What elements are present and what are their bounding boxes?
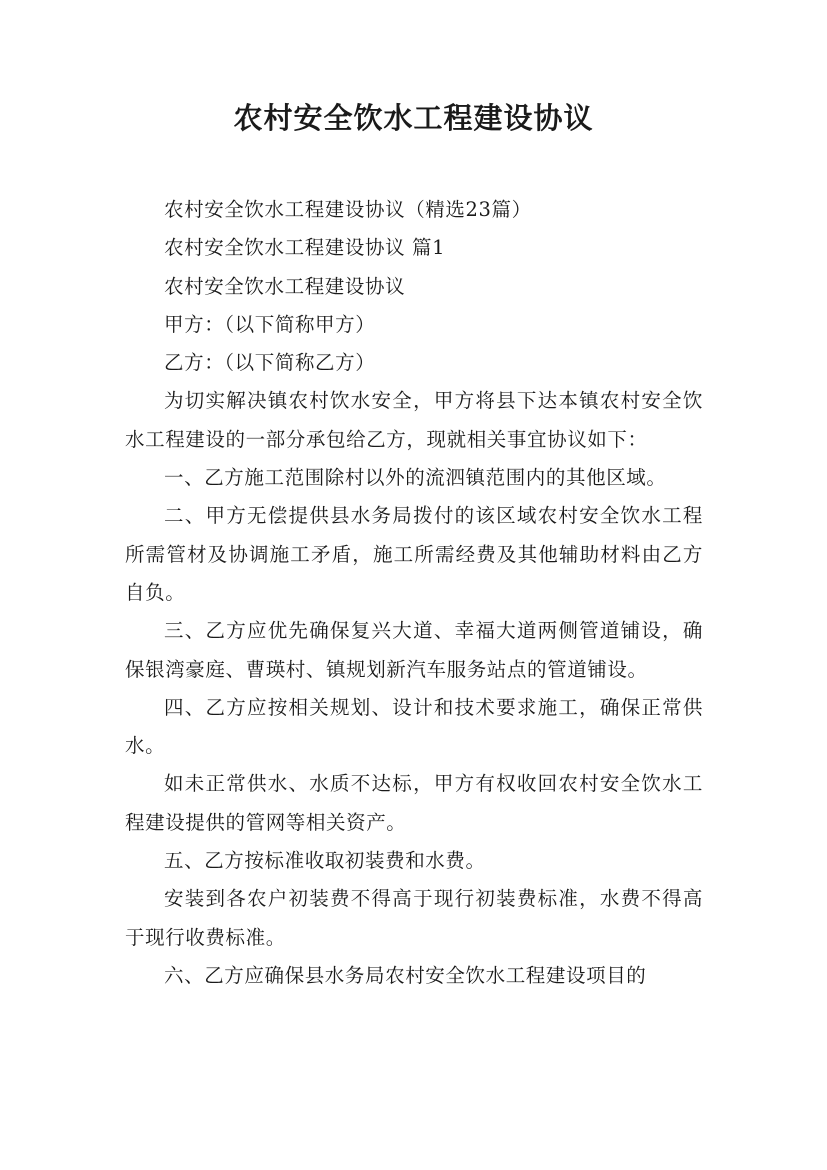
paragraph-subtitle: 农村安全饮水工程建设协议（精选23篇） — [164, 198, 532, 221]
paragraph-party-b: 乙方：（以下简称乙方） — [164, 351, 376, 375]
paragraph-clause-6: 六、乙方应确保县水务局农村安全饮水工程建设项目的 — [164, 963, 647, 987]
paragraph-clause-4-note: 如未正常供水、水质不达标，甲方有权收回农村安全饮水工程建设提供的管网等相关资产。 — [125, 772, 703, 834]
document-body — [125, 191, 703, 995]
paragraph-clause-5: 五、乙方按标准收取初装费和水费。 — [164, 849, 486, 873]
paragraph-preamble: 为切实解决镇农村饮水安全，甲方将县下达本镇农村安全饮水工程建设的一部分承包给乙方，现就相关事宜协议如下： — [125, 389, 703, 451]
paragraph-section-heading: 农村安全饮水工程建设协议 篇1 — [164, 236, 446, 260]
paragraph-clause-5-note: 安装到各农户初装费不得高于现行初装费标准，水费不得高于现行收费标准。 — [125, 887, 703, 949]
paragraph-agreement-name: 农村安全饮水工程建设协议 — [164, 274, 406, 298]
paragraph-party-a: 甲方：（以下简称甲方） — [164, 312, 376, 336]
paragraph-clause-3: 三、乙方应优先确保复兴大道、幸福大道两侧管道铺设，确保银湾豪庭、曹瑛村、镇规划新汽车服务站点的管道铺设。 — [125, 619, 703, 681]
paragraph-clause-1: 一、乙方施工范围除村以外的流泗镇范围内的其他区域。 — [164, 466, 667, 490]
paragraph-clause-2: 二、甲方无偿提供县水务局拨付的该区域农村安全饮水工程所需管材及协调施工矛盾，施工所需经费及其他辅助材料由乙方自负。 — [125, 504, 703, 604]
document-title: 农村安全饮水工程建设协议 — [233, 101, 594, 135]
paragraph-clause-4: 四、乙方应按相关规划、设计和技术要求施工，确保正常供水。 — [125, 695, 703, 758]
